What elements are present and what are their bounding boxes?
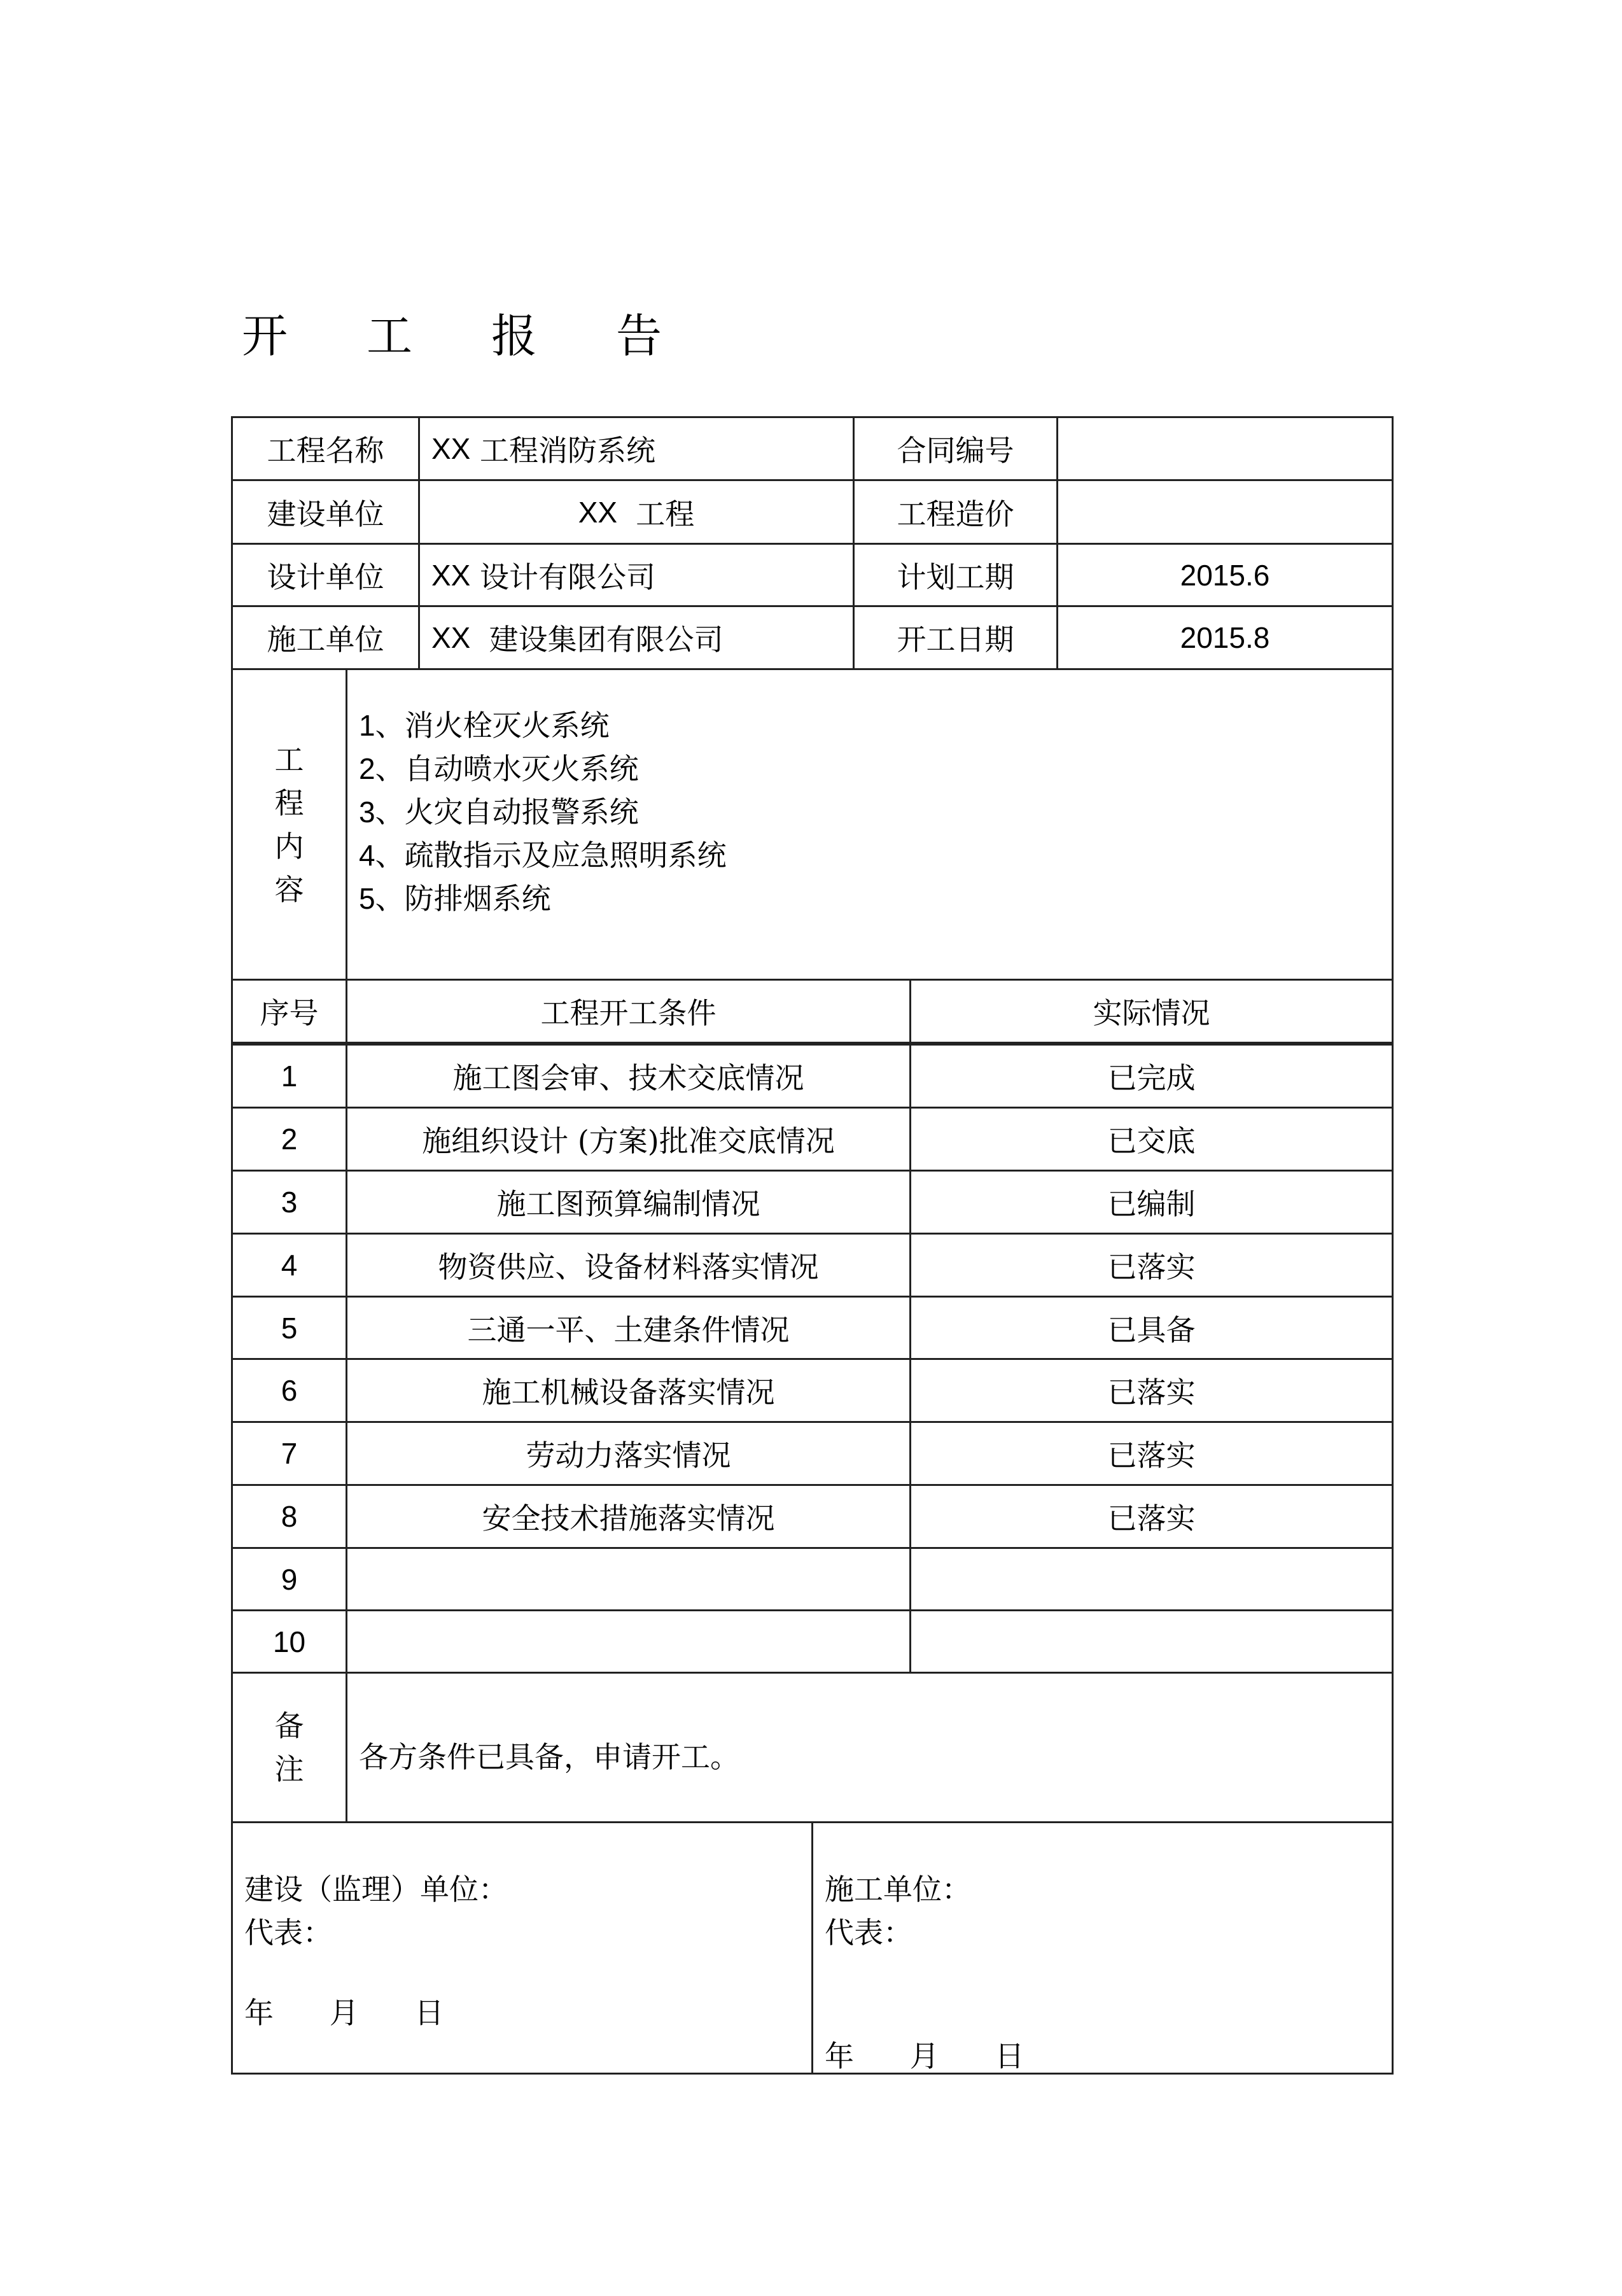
- row-status[interactable]: 已具备: [909, 1296, 1394, 1360]
- value-text: 建设集团有限公司: [470, 622, 724, 657]
- project-name-label: 工程名称: [231, 416, 420, 481]
- contractor-value[interactable]: [418, 605, 855, 670]
- contract-no-label: 合同编号: [853, 416, 1058, 481]
- row-number: 5: [231, 1296, 347, 1360]
- row-status[interactable]: 已落实: [909, 1233, 1394, 1298]
- scope-item: [359, 834, 727, 877]
- row-number: 8: [231, 1484, 347, 1549]
- value-prefix: XX: [431, 621, 471, 654]
- row-status[interactable]: 已交底: [909, 1107, 1394, 1172]
- designer-value[interactable]: [418, 543, 855, 607]
- row-condition[interactable]: 安全技术措施落实情况: [346, 1484, 911, 1549]
- designer-label: 设计单位: [231, 543, 420, 607]
- row-condition[interactable]: 施工机械设备落实情况: [346, 1358, 911, 1423]
- row-condition[interactable]: [346, 1547, 911, 1611]
- row-number: 6: [231, 1358, 347, 1423]
- row-status[interactable]: 已完成: [909, 1044, 1394, 1109]
- signature-owner[interactable]: [231, 1821, 813, 2075]
- scope-item: [359, 747, 639, 790]
- title-char: 报: [491, 309, 538, 363]
- row-condition[interactable]: 施工图预算编制情况: [346, 1170, 911, 1235]
- remarks-text[interactable]: 各方条件已具备，申请开工。: [346, 1672, 1394, 1823]
- planned-period-label: 计划工期: [853, 543, 1058, 607]
- owner-label: 建设单位: [231, 479, 420, 545]
- contractor-unit-label: 施工单位：: [825, 1872, 971, 1907]
- item-number: 1: [359, 708, 375, 742]
- item-number: 2: [359, 752, 375, 785]
- scope-list[interactable]: [346, 668, 1394, 981]
- row-number: 4: [231, 1233, 347, 1298]
- row-number: 1: [231, 1044, 347, 1109]
- row-condition[interactable]: 施组织设计 (方案)批准交底情况: [346, 1107, 911, 1172]
- row-condition[interactable]: 三通一平、土建条件情况: [346, 1296, 911, 1360]
- start-date-label: 开工日期: [853, 605, 1058, 670]
- owner-date-label: 年 月 日: [244, 1996, 444, 2030]
- label-char: 注: [274, 1752, 304, 1786]
- header-status: 实际情况: [909, 979, 1394, 1044]
- page-title: [242, 299, 741, 365]
- title-char: 工: [367, 309, 413, 363]
- row-number: 10: [231, 1609, 347, 1674]
- value-text: 工程: [617, 496, 695, 531]
- item-text: 、疏散指示及应急照明系统: [375, 837, 727, 872]
- row-condition[interactable]: 施工图会审、技术交底情况: [346, 1044, 911, 1109]
- row-condition[interactable]: 劳动力落实情况: [346, 1421, 911, 1486]
- row-status[interactable]: 已落实: [909, 1421, 1394, 1486]
- label-char: 内: [274, 829, 304, 864]
- row-condition[interactable]: [346, 1609, 911, 1674]
- value-prefix: XX: [578, 495, 618, 529]
- signature-contractor[interactable]: [811, 1821, 1394, 2075]
- header-no: 序号: [231, 979, 347, 1044]
- row-status[interactable]: 已编制: [909, 1170, 1394, 1235]
- row-number: 2: [231, 1107, 347, 1172]
- contractor-rep-label: 代表：: [825, 1915, 912, 1950]
- value-prefix: XX: [431, 558, 471, 592]
- item-text: 、火灾自动报警系统: [375, 794, 639, 829]
- scope-item: [359, 790, 639, 834]
- remarks-label: [231, 1672, 347, 1823]
- row-number: 7: [231, 1421, 347, 1486]
- header-condition: 工程开工条件: [346, 979, 911, 1044]
- start-date-value[interactable]: 2015.8: [1056, 605, 1394, 670]
- scope-item: [359, 877, 551, 920]
- item-number: 3: [359, 795, 375, 829]
- scope-item: [359, 704, 610, 747]
- cost-label: 工程造价: [853, 479, 1058, 545]
- row-number: 9: [231, 1547, 347, 1611]
- planned-period-value[interactable]: 2015.6: [1056, 543, 1394, 607]
- owner-rep-label: 代表：: [244, 1915, 332, 1950]
- item-number: 4: [359, 838, 375, 872]
- label-char: 备: [274, 1709, 304, 1743]
- row-status[interactable]: 已落实: [909, 1358, 1394, 1423]
- row-status[interactable]: [909, 1547, 1394, 1611]
- label-char: 容: [274, 872, 304, 907]
- title-char: 告: [616, 309, 662, 363]
- contract-no-value[interactable]: [1056, 416, 1394, 481]
- row-number: 3: [231, 1170, 347, 1235]
- scope-label: [231, 668, 347, 981]
- item-text: 、消火栓灭火系统: [375, 708, 610, 743]
- row-status[interactable]: [909, 1609, 1394, 1674]
- value-text: 设计有限公司: [470, 559, 655, 594]
- item-text: 、自动喷水灭火系统: [375, 751, 639, 786]
- start-report-form: [231, 416, 1394, 2075]
- row-condition[interactable]: 物资供应、设备材料落实情况: [346, 1233, 911, 1298]
- item-number: 5: [359, 881, 375, 915]
- item-text: 、防排烟系统: [375, 881, 551, 916]
- label-char: 程: [274, 785, 304, 820]
- owner-value[interactable]: [418, 479, 855, 545]
- value-prefix: XX: [431, 432, 471, 465]
- title-char: 开: [242, 309, 288, 363]
- cost-value[interactable]: [1056, 479, 1394, 545]
- project-name-value[interactable]: [418, 416, 855, 481]
- contractor-date-label: 年 月 日: [825, 2039, 1024, 2073]
- row-status[interactable]: 已落实: [909, 1484, 1394, 1549]
- value-text: 工程消防系统: [470, 433, 655, 468]
- label-char: 工: [274, 742, 304, 777]
- owner-unit-label: 建设（监理）单位：: [244, 1872, 508, 1907]
- contractor-label: 施工单位: [231, 605, 420, 670]
